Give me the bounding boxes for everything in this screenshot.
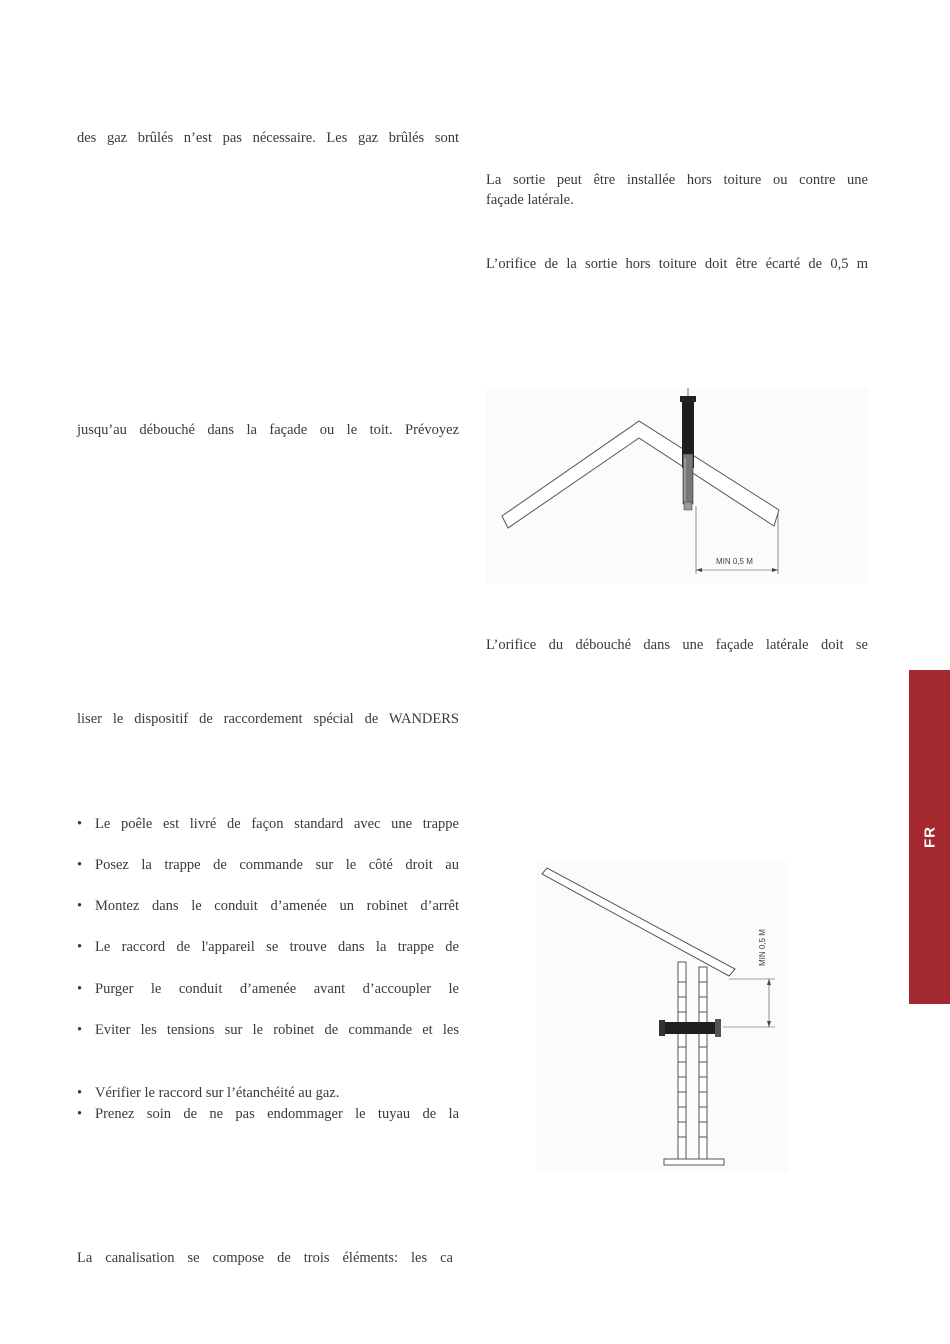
roof-outlet-figure	[486, 388, 869, 583]
language-tab-label: FR	[921, 826, 938, 848]
roof-dimension-label: MIN 0,5 M	[716, 557, 753, 566]
bullet-dot: •	[77, 1085, 83, 1101]
roof-outlet-drawing	[486, 388, 869, 583]
bullet-dot: •	[77, 1022, 83, 1038]
facade-outlet-drawing	[537, 862, 789, 1172]
bullet-dot: •	[77, 857, 83, 873]
bullet-text: Prenez soin de ne pas endommager le tuyau de la	[95, 1106, 459, 1122]
bullet-text: Le poêle est livré de façon standard avec une trappe	[95, 816, 459, 832]
bullet-text: Purger le conduit d’amenée avant d’accoupler le	[95, 981, 459, 997]
left-paragraph-4: La canalisation se compose de trois éléments: les ca	[77, 1250, 453, 1266]
facade-outlet-figure	[537, 862, 789, 1172]
left-paragraph-3: liser le dispositif de raccordement spécial de WANDERS	[77, 711, 459, 727]
left-paragraph-1: des gaz brûlés n’est pas nécessaire. Les gaz brûlés sont	[77, 130, 459, 146]
bullet-text: Posez la trappe de commande sur le côté droit au	[95, 857, 459, 873]
bullet-text: Le raccord de l'appareil se trouve dans la trappe de	[95, 939, 459, 955]
right-paragraph-2: L’orifice de la sortie hors toiture doit être écarté de 0,5 m	[486, 256, 868, 272]
right-paragraph-3: L’orifice du débouché dans une façade latérale doit se	[486, 637, 868, 653]
bullet-text: Eviter les tensions sur le robinet de commande et les	[95, 1022, 459, 1038]
bullet-text: Montez dans le conduit d’amenée un robinet d’arrêt	[95, 898, 459, 914]
pipe-cap	[680, 396, 696, 402]
bullet-dot: •	[77, 816, 83, 832]
left-paragraph-2: jusqu’au débouché dans la façade ou le toit. Prévoyez	[77, 422, 459, 438]
language-tab	[909, 670, 950, 1004]
bullet-dot: •	[77, 939, 83, 955]
bullet-text: Vérifier le raccord sur l’étanchéité au gaz.	[95, 1085, 340, 1101]
right-paragraph-1-line-1: La sortie peut être installée hors toiture ou contre une	[486, 172, 868, 188]
bullet-dot: •	[77, 898, 83, 914]
bullet-dot: •	[77, 1106, 83, 1122]
facade-dimension-label: MIN 0,5 M	[758, 929, 767, 966]
bullet-dot: •	[77, 981, 83, 997]
facade-pipe	[663, 1022, 719, 1034]
right-paragraph-1-line-2: façade latérale.	[486, 192, 574, 208]
